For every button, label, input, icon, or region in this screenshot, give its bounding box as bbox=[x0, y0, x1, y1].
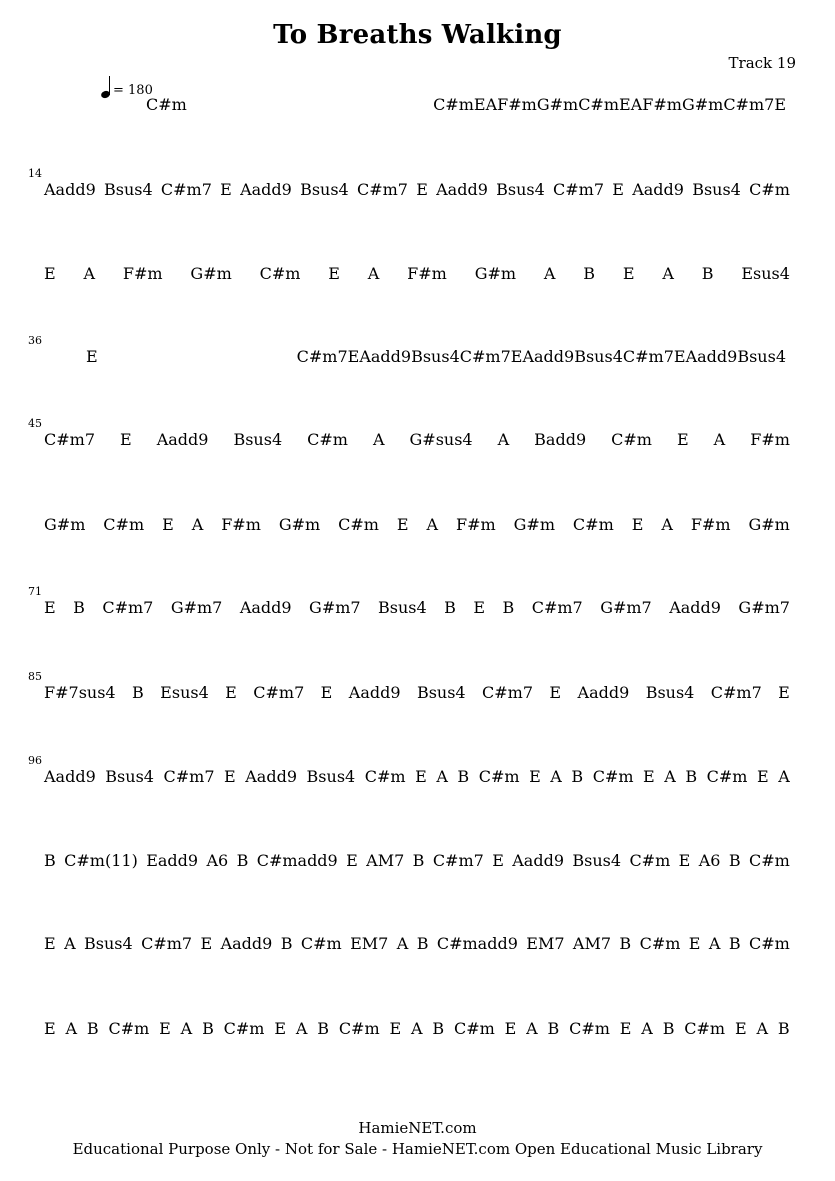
chord-symbol: B bbox=[777, 1019, 790, 1038]
tempo-value: = 180 bbox=[113, 83, 153, 98]
chord-symbol: E bbox=[44, 264, 56, 283]
chord-symbol: C#m bbox=[706, 767, 748, 786]
chord-symbol: E bbox=[225, 683, 237, 702]
chord-symbol: A bbox=[756, 1019, 769, 1038]
chord-symbol: E bbox=[622, 264, 635, 283]
chord-line bbox=[44, 430, 790, 452]
chord-symbol: A bbox=[641, 1019, 653, 1038]
chord-symbol: B bbox=[432, 1019, 445, 1038]
chord-symbol: Esus4 bbox=[160, 683, 209, 702]
chord-symbol: Bsus4 bbox=[416, 683, 466, 702]
chord-symbol: C#m bbox=[223, 1019, 265, 1038]
chord-symbol: C#m bbox=[749, 180, 790, 199]
page-title: To Breaths Walking bbox=[273, 20, 562, 50]
chord-symbol: E bbox=[619, 1019, 632, 1038]
chord-symbol: E bbox=[734, 1019, 747, 1038]
chord-symbol: C#m7 bbox=[160, 180, 212, 199]
chord-symbol: B bbox=[728, 851, 741, 870]
chord-symbol: C#m bbox=[103, 515, 145, 534]
chord-symbol: C#m bbox=[108, 1019, 150, 1038]
chord-symbol: A bbox=[497, 430, 510, 449]
chord-symbol: C#m bbox=[433, 95, 474, 114]
chord-symbol: B bbox=[583, 264, 596, 283]
chord-symbol: F#m bbox=[642, 95, 682, 114]
chord-symbol: Bsus4 bbox=[233, 430, 283, 449]
chord-symbol: E bbox=[274, 1019, 286, 1038]
chord-symbol: Bsus4 bbox=[84, 934, 133, 953]
chord-line bbox=[44, 767, 790, 789]
chord-symbol: G#m bbox=[190, 264, 232, 283]
chord-symbol: G#m bbox=[681, 95, 724, 114]
chord-symbol: Bsus4 bbox=[737, 347, 786, 366]
chord-symbol: C#m bbox=[307, 430, 348, 449]
chord-symbol: E bbox=[688, 934, 701, 953]
chord-symbol: Aadd9 bbox=[240, 180, 292, 199]
chord-symbol: C#m bbox=[572, 515, 614, 534]
chord-symbol: Aadd9 bbox=[359, 347, 412, 366]
chord-symbol: A bbox=[191, 515, 204, 534]
chord-symbol: E bbox=[643, 767, 655, 786]
chord-symbol: E bbox=[529, 767, 541, 786]
chord-symbol: G#m bbox=[748, 515, 790, 534]
chord-symbol: G#m bbox=[278, 515, 321, 534]
chord-symbol: B bbox=[317, 1019, 329, 1038]
chord-symbol: E bbox=[416, 180, 428, 199]
chord-symbol: Aadd9 bbox=[156, 430, 209, 449]
chord-symbol: C#m bbox=[569, 1019, 610, 1038]
chord-symbol: C#m bbox=[478, 767, 520, 786]
chord-symbol: Aadd9 bbox=[239, 598, 292, 617]
chord-symbol: C#m7 bbox=[296, 347, 348, 366]
chord-symbol: Bsus4 bbox=[496, 180, 545, 199]
chord-symbol: Bsus4 bbox=[572, 851, 622, 870]
chord-symbol: F#m bbox=[690, 515, 731, 534]
chord-symbol: C#m7 bbox=[531, 598, 583, 617]
chord-symbol: C#m7 bbox=[553, 180, 605, 199]
chord-symbol: C#m7 bbox=[356, 180, 408, 199]
chord-symbol: Aadd9 bbox=[44, 767, 96, 786]
track-label: Track 19 bbox=[728, 54, 796, 72]
measure-number: 71 bbox=[28, 585, 42, 598]
chord-symbol: A bbox=[372, 430, 385, 449]
chord-symbol: B bbox=[44, 851, 56, 870]
chord-symbol: Bsus4 bbox=[645, 683, 695, 702]
chord-symbol: B bbox=[728, 934, 741, 953]
chord-symbol: A bbox=[664, 767, 676, 786]
chord-symbol: Aadd9 bbox=[522, 347, 575, 366]
chord-symbol: B bbox=[412, 851, 425, 870]
chord-symbol: A bbox=[180, 1019, 193, 1038]
chord-symbol: AM7 bbox=[572, 934, 612, 953]
chord-symbol: B bbox=[547, 1019, 560, 1038]
chord-symbol: Eadd9 bbox=[146, 851, 199, 870]
chord-symbol: A6 bbox=[698, 851, 721, 870]
chord-symbol: A bbox=[426, 515, 439, 534]
chord-symbol: Aadd9 bbox=[685, 347, 738, 366]
chord-symbol: C#m7 bbox=[459, 347, 511, 366]
chord-symbol: E bbox=[159, 1019, 171, 1038]
chord-symbol: A bbox=[526, 1019, 538, 1038]
chord-symbol: A bbox=[295, 1019, 308, 1038]
chord-symbol: G#m7 bbox=[738, 598, 790, 617]
measure-number: 36 bbox=[28, 334, 42, 347]
chord-symbol: A bbox=[396, 934, 409, 953]
chord-symbol: E bbox=[757, 767, 769, 786]
chord-symbol: C#m bbox=[629, 851, 671, 870]
chord-line bbox=[44, 851, 790, 873]
chord-symbol: B bbox=[280, 934, 293, 953]
chord-symbol: C#m bbox=[748, 851, 790, 870]
chord-symbol: E bbox=[774, 95, 786, 114]
chord-symbol: B bbox=[701, 264, 714, 283]
chord-symbol: B bbox=[662, 1019, 675, 1038]
chord-symbol: C#m bbox=[684, 1019, 726, 1038]
chord-symbol: A bbox=[708, 934, 721, 953]
chord-symbol: C#m bbox=[639, 934, 681, 953]
chord-symbol: E bbox=[200, 934, 213, 953]
chord-symbol: E bbox=[473, 95, 486, 114]
chord-symbol: Esus4 bbox=[741, 264, 790, 283]
measure-number: 96 bbox=[28, 754, 42, 767]
chord-symbol: A bbox=[65, 1019, 78, 1038]
chord-symbol: C#madd9 bbox=[256, 851, 338, 870]
chord-line bbox=[146, 95, 786, 117]
chord-symbol: E bbox=[396, 515, 409, 534]
chord-symbol: C#m7 bbox=[723, 95, 775, 114]
chord-symbol: B bbox=[202, 1019, 214, 1038]
chord-symbol: E bbox=[347, 347, 360, 366]
chord-symbol: G#m bbox=[536, 95, 579, 114]
chord-symbol: C#m bbox=[338, 1019, 380, 1038]
chord-line bbox=[44, 598, 790, 620]
chord-symbol: Aadd9 bbox=[632, 180, 684, 199]
chord-symbol: E bbox=[120, 430, 132, 449]
chord-symbol: Bsus4 bbox=[692, 180, 741, 199]
chord-symbol: E bbox=[612, 180, 624, 199]
chord-symbol: B bbox=[86, 1019, 99, 1038]
chord-symbol: F#m bbox=[407, 264, 447, 283]
chord-symbol: C#m7 bbox=[432, 851, 484, 870]
chord-symbol: Aadd9 bbox=[44, 180, 96, 199]
chord-symbol: E bbox=[162, 515, 174, 534]
chord-symbol: C#m bbox=[578, 95, 620, 114]
chord-symbol: E bbox=[86, 347, 98, 366]
chord-symbol: B bbox=[236, 851, 249, 870]
chord-symbol: E bbox=[44, 598, 56, 617]
chord-symbol: Bsus4 bbox=[411, 347, 460, 366]
chord-line bbox=[44, 1019, 790, 1041]
chord-symbol: Aadd9 bbox=[436, 180, 488, 199]
chord-line bbox=[44, 515, 790, 537]
chord-symbol: E bbox=[389, 1019, 402, 1038]
chord-symbol: B bbox=[502, 598, 515, 617]
chord-symbol: F#m bbox=[456, 515, 496, 534]
chord-symbol: B bbox=[73, 598, 85, 617]
chord-symbol: F#m bbox=[497, 95, 537, 114]
chord-symbol: A bbox=[661, 515, 673, 534]
chord-symbol: A bbox=[83, 264, 96, 283]
chord-symbol: E bbox=[510, 347, 523, 366]
chord-symbol: E bbox=[676, 430, 689, 449]
chord-symbol: B bbox=[132, 683, 144, 702]
chord-line bbox=[86, 347, 786, 369]
quarter-note-icon bbox=[101, 76, 113, 98]
measure-number: 45 bbox=[28, 417, 42, 430]
chord-symbol: G#sus4 bbox=[409, 430, 473, 449]
chord-symbol: F#m bbox=[750, 430, 790, 449]
chord-symbol: E bbox=[678, 851, 691, 870]
chord-symbol: A bbox=[550, 767, 562, 786]
chord-symbol: C#m7 bbox=[622, 347, 674, 366]
chord-symbol: C#m bbox=[592, 767, 634, 786]
chord-symbol: AM7 bbox=[366, 851, 405, 870]
chord-symbol: C#m7 bbox=[163, 767, 215, 786]
chord-symbol: C#m bbox=[453, 1019, 495, 1038]
measure-number: 14 bbox=[28, 167, 42, 180]
chord-symbol: A bbox=[367, 264, 380, 283]
chord-symbol: B bbox=[685, 767, 698, 786]
chord-symbol: A bbox=[713, 430, 726, 449]
chord-symbol: E bbox=[492, 851, 504, 870]
chord-symbol: C#m7 bbox=[710, 683, 762, 702]
chord-symbol: C#m bbox=[338, 515, 379, 534]
chord-symbol: C#m bbox=[364, 767, 406, 786]
chord-symbol: Aadd9 bbox=[220, 934, 273, 953]
measure-number: 85 bbox=[28, 670, 42, 683]
chord-symbol: C#m bbox=[146, 95, 187, 114]
chord-symbol: Aadd9 bbox=[245, 767, 298, 786]
chord-symbol: E bbox=[346, 851, 358, 870]
chord-symbol: C#m bbox=[611, 430, 652, 449]
chord-symbol: E bbox=[44, 934, 56, 953]
chord-symbol: E bbox=[673, 347, 686, 366]
footer-site: HamieNET.com bbox=[358, 1119, 477, 1137]
chord-symbol: Aadd9 bbox=[512, 851, 565, 870]
chord-symbol: E bbox=[473, 598, 486, 617]
chord-symbol: C#m7 bbox=[253, 683, 305, 702]
chord-symbol: F#m bbox=[122, 264, 163, 283]
chord-symbol: Bsus4 bbox=[574, 347, 623, 366]
chord-symbol: C#m(11) bbox=[64, 851, 138, 870]
chord-symbol: C#m7 bbox=[141, 934, 193, 953]
chord-line bbox=[44, 180, 790, 202]
chord-symbol: G#m bbox=[513, 515, 555, 534]
chord-symbol: C#m bbox=[259, 264, 301, 283]
chord-symbol: E bbox=[549, 683, 562, 702]
chord-symbol: B bbox=[416, 934, 429, 953]
chord-symbol: EM7 bbox=[526, 934, 565, 953]
chord-symbol: A bbox=[436, 767, 448, 786]
chord-symbol: F#7sus4 bbox=[44, 683, 116, 702]
chord-symbol: A bbox=[64, 934, 76, 953]
chord-line bbox=[44, 683, 790, 705]
chord-symbol: A bbox=[485, 95, 498, 114]
chord-symbol: B bbox=[444, 598, 456, 617]
chord-symbol: A bbox=[662, 264, 674, 283]
chord-symbol: E bbox=[778, 683, 790, 702]
chord-symbol: G#m bbox=[44, 515, 86, 534]
chord-symbol: EM7 bbox=[350, 934, 389, 953]
chord-symbol: A bbox=[543, 264, 556, 283]
chord-symbol: E bbox=[504, 1019, 517, 1038]
chord-symbol: E bbox=[631, 515, 644, 534]
footer-notice: Educational Purpose Only - Not for Sale - HamieNET.com Open Educational Music Library bbox=[72, 1140, 763, 1158]
chord-symbol: A bbox=[630, 95, 643, 114]
chord-symbol: Bsus4 bbox=[300, 180, 349, 199]
chord-symbol: E bbox=[44, 1019, 56, 1038]
chord-symbol: E bbox=[328, 264, 340, 283]
chord-symbol: Aadd9 bbox=[348, 683, 401, 702]
chord-symbol: Aadd9 bbox=[577, 683, 630, 702]
chord-line bbox=[44, 934, 790, 956]
chord-symbol: Bsus4 bbox=[104, 180, 153, 199]
chord-symbol: F#m bbox=[221, 515, 261, 534]
chord-symbol: G#m bbox=[474, 264, 517, 283]
chord-symbol: E bbox=[415, 767, 427, 786]
chord-symbol: Bsus4 bbox=[378, 598, 427, 617]
chord-symbol: G#m7 bbox=[600, 598, 652, 617]
chord-symbol: A bbox=[410, 1019, 423, 1038]
chord-symbol: B bbox=[571, 767, 584, 786]
chord-symbol: C#m7 bbox=[102, 598, 154, 617]
chord-symbol: C#m bbox=[748, 934, 790, 953]
chord-symbol: C#m7 bbox=[44, 430, 95, 449]
chord-symbol: C#madd9 bbox=[436, 934, 518, 953]
chord-symbol: A6 bbox=[206, 851, 229, 870]
chord-symbol: Bsus4 bbox=[306, 767, 356, 786]
chord-symbol: C#m bbox=[300, 934, 342, 953]
chord-symbol: G#m7 bbox=[170, 598, 223, 617]
chord-symbol: E bbox=[619, 95, 631, 114]
chord-symbol: Bsus4 bbox=[105, 767, 154, 786]
chord-symbol: Badd9 bbox=[534, 430, 587, 449]
chord-symbol: E bbox=[220, 180, 232, 199]
chord-symbol: G#m7 bbox=[309, 598, 361, 617]
chord-symbol: C#m7 bbox=[482, 683, 534, 702]
chord-line bbox=[44, 264, 790, 286]
chord-symbol: Aadd9 bbox=[669, 598, 721, 617]
chord-symbol: A bbox=[778, 767, 790, 786]
chord-symbol: B bbox=[619, 934, 632, 953]
chord-symbol: E bbox=[224, 767, 236, 786]
chord-symbol: E bbox=[320, 683, 333, 702]
chord-symbol: B bbox=[457, 767, 470, 786]
